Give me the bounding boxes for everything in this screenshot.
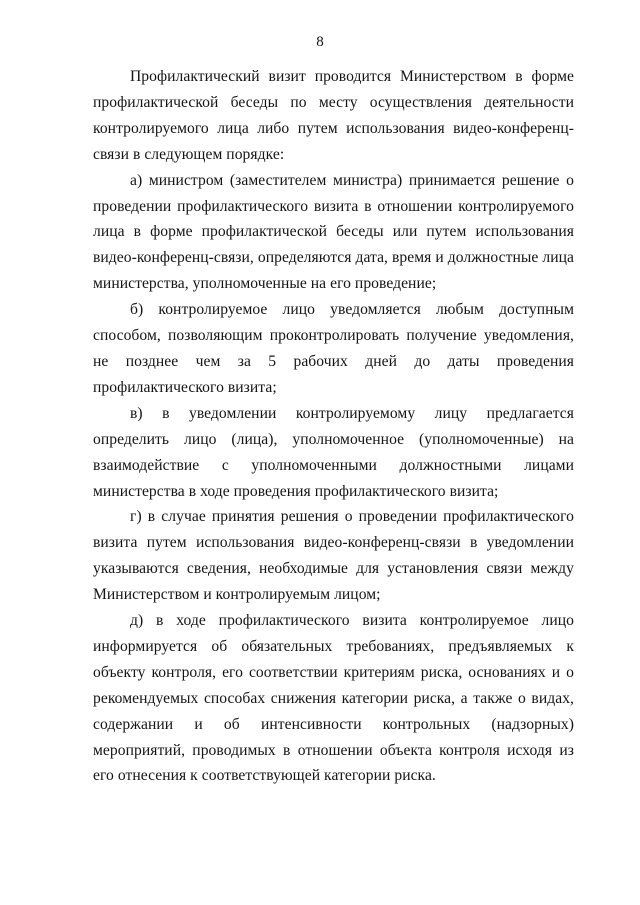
paragraph-item-d: д) в ходе профилактического визита контролируемое лицо информируется об обязательных требованиях, предъявляемых к объекту контроля, его соответствии критериям риска, основаниях и о рекомендуемых способах снижения категории риска, а также о видах, содержании и об интенсивности контрольных (надзорных) мероприятий, проводимых в отношении объекта контроля исходя из его отнесения к соответствующей категории риска. (93, 612, 574, 785)
page-number: 8 (316, 34, 324, 50)
paragraph-intro: Профилактический визит проводится Министерством в форме профилактической беседы по месту осуществления деятельности контролируемого лица либо путем использования видео-конференц-связи в следующем порядке: (93, 68, 574, 163)
paragraph-item-b: б) контролируемое лицо уведомляется любым доступным способом, позволяющим проконтролировать получение уведомления, не позднее чем за 5 рабочих дней до даты проведения профилактического визита; (93, 301, 574, 396)
paragraph-item-a: а) министром (заместителем министра) принимается решение о проведении профилактического визита в отношении контролируемого лица в форме профилактической беседы или путем использования видео-конференц-связи, определяются дата, время и должностные лица министерства, уполномоченные на его проведение; (93, 171, 574, 293)
paragraph-item-g: г) в случае принятия решения о проведении профилактического визита путем использования видео-конференц-связи в уведомлении указываются сведения, необходимые для установления связи между Министерством и контролируемым лицом; (93, 508, 574, 604)
document-body (93, 64, 574, 789)
paragraph-item-v: в) в уведомлении контролируемому лицу предлагается определить лицо (лица), уполномоченное (уполномоченные) на взаимодействие с уполномоченными должностными лицами министерства в ходе проведения профилактического визита; (93, 404, 574, 500)
